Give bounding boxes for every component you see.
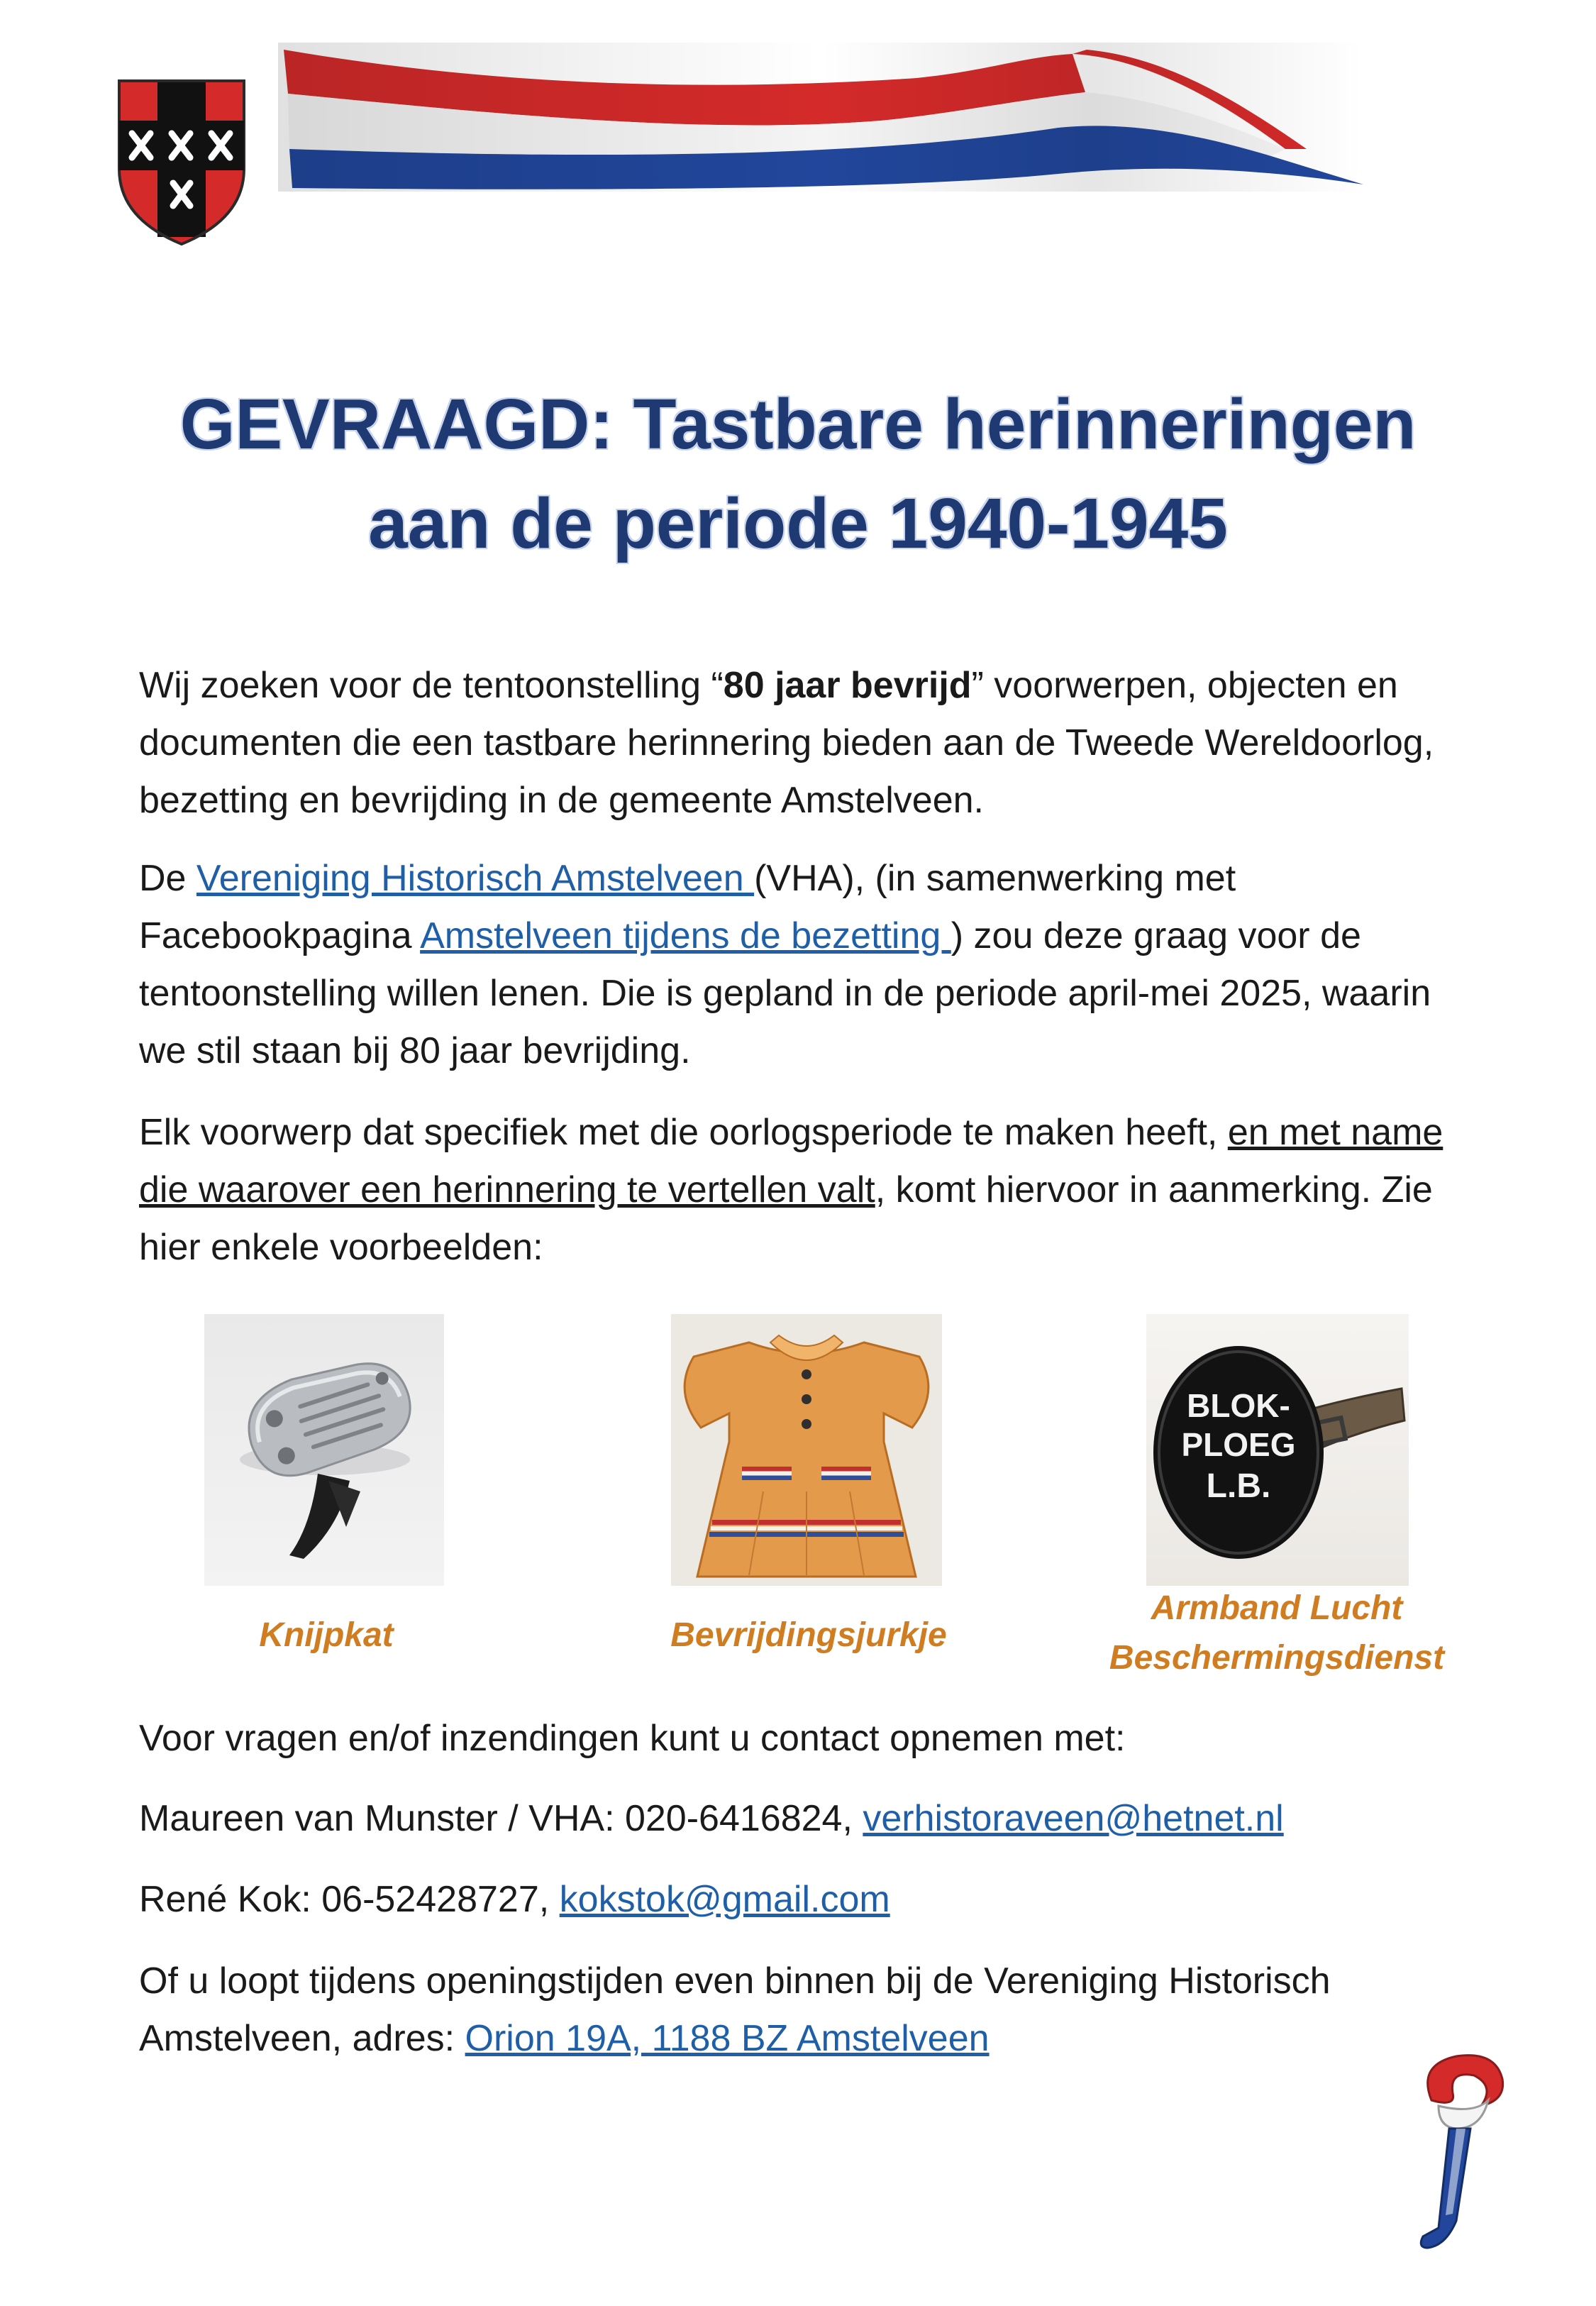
caption-armband-line1: Armband Lucht (1151, 1589, 1403, 1627)
exhibition-name: 80 jaar bevrijd (723, 665, 972, 706)
contact-rene (139, 1871, 1487, 1929)
caption-knijpkat: Knijpkat (259, 1616, 394, 1654)
knijpkat-flashlight-photo (204, 1314, 444, 1586)
collab-text-3: ) zou deze graag voor de tentoonstelling willen lenen. Die is gepland in de periode april-mei 2025, waarin we stil staan bij 80 jaar bevrijding. (139, 915, 1431, 1071)
armband-text-line2: PLOEG (1181, 1426, 1296, 1463)
intro-text-after: ” voorwerpen, objecten en documenten die een tastbare herinnering bieden aan de Tweede Wereldoorlog, bezetting en bevrijding in de gemeente Amstelveen. (139, 665, 1434, 821)
contact-maureen-text: Maureen van Munster / VHA: 020-6416824, (139, 1798, 863, 1839)
orange-dress-photo (671, 1314, 942, 1586)
criteria-underlined: en met name die waarover een herinnering te vertellen valt (139, 1112, 1443, 1210)
collaboration-paragraph (139, 850, 1487, 1080)
armband-text-line1: BLOK- (1187, 1387, 1290, 1424)
email-link-vha[interactable]: verhistoraveen@hetnet.nl (863, 1798, 1284, 1839)
armband-text-line3: L.B. (1206, 1467, 1271, 1505)
email-link-rene[interactable]: kokstok@gmail.com (559, 1879, 890, 1920)
intro-paragraph (139, 657, 1487, 829)
criteria-paragraph (139, 1104, 1487, 1276)
armband-photo (1146, 1314, 1409, 1586)
page-title-line2: aan de periode 1940-1945 (368, 484, 1228, 563)
intro-text-before: Wij zoeken voor de tentoonstelling “ (139, 665, 724, 706)
dutch-flag-ribbon-icon (278, 43, 1363, 192)
contact-maureen (139, 1790, 1487, 1848)
caption-armband-line2: Beschermingsdienst (1109, 1639, 1445, 1677)
liberation-torch-icon (1389, 2051, 1517, 2253)
amsterdam-crest-icon (115, 77, 248, 247)
vha-link[interactable]: Vereniging Historisch Amstelveen (196, 858, 755, 899)
page-title-line1: GEVRAAGD: Tastbare herinneringen (179, 385, 1417, 464)
contact-rene-text: René Kok: 06-52428727, (139, 1879, 560, 1920)
caption-bevrijdingsjurkje: Bevrijdingsjurkje (670, 1616, 947, 1654)
collab-text-2: (VHA), (in samenwerking met Facebookpagina (139, 858, 1236, 956)
contact-intro: Voor vragen en/of inzendingen kunt u contact opnemen met: (139, 1718, 1126, 1759)
address-link[interactable]: Orion 19A, 1188 BZ Amstelveen (465, 2018, 990, 2059)
visit-text: Of u loopt tijdens openingstijden even binnen bij de Vereniging Historisch Amstelveen, adres: (139, 1960, 1331, 2059)
criteria-text-2: , komt hiervoor in aanmerking. Zie hier enkele voorbeelden: (139, 1169, 1433, 1268)
caption-armband (1050, 1584, 1504, 1683)
visit-paragraph (139, 1953, 1487, 2068)
criteria-text-1: Elk voorwerp dat specifiek met die oorlogsperiode te maken heeft, (139, 1112, 1228, 1153)
collab-text-1: De (139, 858, 196, 899)
facebook-page-link[interactable]: Amstelveen tijdens de bezetting (420, 915, 951, 956)
